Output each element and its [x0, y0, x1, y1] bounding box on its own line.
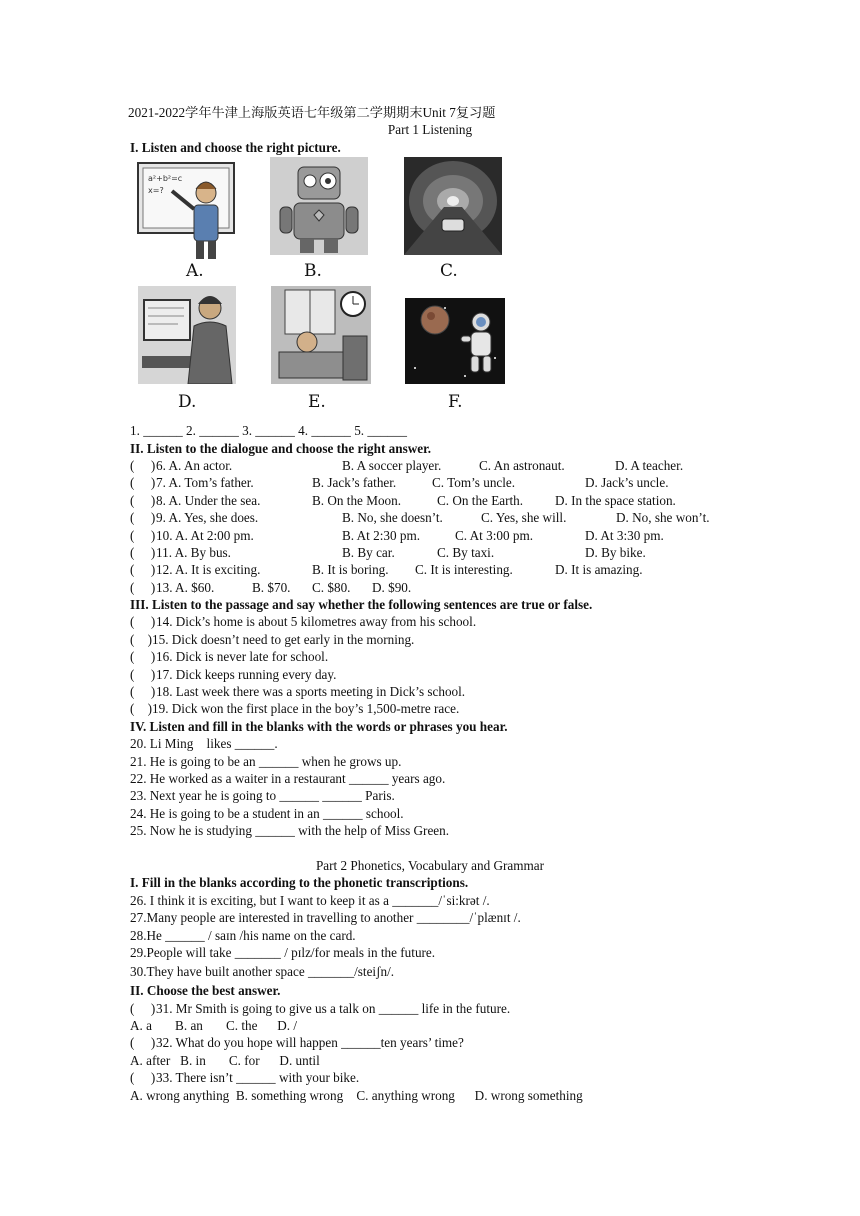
picture-label-e: E.	[308, 392, 326, 413]
picture-label-c: C.	[440, 261, 458, 282]
picture-label-f: F.	[448, 392, 463, 413]
fill-row: 20. Li Ming likes ______.	[130, 736, 278, 752]
mc-options-row: A. wrong anything B. something wrong C. anything wrong D. wrong something	[130, 1087, 583, 1103]
part2-sec2-heading: II. Choose the best answer.	[130, 983, 281, 999]
mc-question-row: ( )31. Mr Smith is going to give us a talk on ______ life in the future.	[130, 1000, 511, 1016]
robot-picture	[270, 157, 368, 255]
part2-sec1-heading: I. Fill in the blanks according to the phonetic transcriptions.	[130, 875, 469, 891]
picture-grid	[130, 157, 730, 422]
part1-title: Part 1 Listening	[387, 122, 473, 138]
tf-row: ( )16. Dick is never late for school.	[130, 649, 329, 665]
question-row: ( )6. A. An actor. B. A soccer player. C. An astronaut. D. A teacher.	[130, 457, 684, 473]
question-row: ( )7. A. Tom’s father. B. Jack’s father. C. Tom’s uncle. D. Jack’s uncle.	[130, 475, 669, 491]
phonetic-row: 27.Many people are interested in travelling to another ________/ˈplænɪt /.	[130, 910, 521, 926]
mc-options-row: A. a B. an C. the D. /	[130, 1018, 298, 1034]
tf-row: ( )14. Dick’s home is about 5 kilometres away from his school.	[130, 614, 477, 630]
question-row: ( )11. A. By bus. B. By car. C. By taxi. D. By bike.	[130, 544, 646, 560]
question-row: ( )8. A. Under the sea. B. On the Moon. C. On the Earth. D. In the space station.	[130, 492, 676, 508]
part1-sec1-heading: I. Listen and choose the right picture.	[130, 139, 341, 155]
astronaut-picture	[405, 298, 505, 384]
question-row: ( )13. A. $60. B. $70. C. $80. D. $90.	[130, 579, 412, 595]
dialogue-questions	[130, 457, 730, 596]
document-page	[130, 104, 730, 1104]
part1-sec4-heading: IV. Listen and fill in the blanks with the words or phrases you hear.	[130, 718, 508, 734]
fill-row: 21. He is going to be an ______ when he grows up.	[130, 753, 402, 769]
picture-label-b: B.	[304, 261, 322, 282]
tf-row: ( )19. Dick won the first place in the boy’s 1,500-metre race.	[130, 701, 460, 717]
teacher-picture	[136, 161, 236, 261]
phonetic-row: 29.People will take _______ / pɪlz/for meals in the future.	[130, 944, 436, 960]
question-row: ( )10. A. At 2:00 pm. B. At 2:30 pm. C. At 3:00 pm. D. At 3:30 pm.	[130, 527, 664, 543]
document-title: 2021-2022学年牛津上海版英语七年级第二学期期末Unit 7复习题	[128, 105, 496, 120]
tunnel-picture	[404, 157, 502, 255]
question-row: ( )9. A. Yes, she does. B. No, she doesn’t. C. Yes, she will. D. No, she won’t.	[130, 510, 710, 526]
phonetic-row: 26. I think it is exciting, but I want to keep it as a _______/ˈsi:krət /.	[130, 892, 490, 908]
mc-options-row: A. after B. in C. for D. until	[130, 1052, 320, 1068]
tf-row: ( )15. Dick doesn’t need to get early in the morning.	[130, 631, 415, 647]
mc-question-row: ( )33. There isn’t ______ with your bike.	[130, 1070, 360, 1086]
tf-row: ( )17. Dick keeps running every day.	[130, 666, 337, 682]
tf-row: ( )18. Last week there was a sports meeting in Dick’s school.	[130, 684, 466, 700]
computer-picture	[138, 286, 236, 384]
picture-answer-line: 1. ______ 2. ______ 3. ______ 4. ______ 5. ______	[130, 423, 407, 439]
fill-row: 25. Now he is studying ______ with the help of Miss Green.	[130, 823, 450, 839]
phonetic-row: 30.They have built another space _______/steiʃn/.	[130, 964, 395, 980]
fill-row: 23. Next year he is going to ______ ______ Paris.	[130, 788, 395, 804]
svg-text:a²+b²=c: a²+b²=c	[148, 174, 183, 184]
sleeping-boy-picture	[271, 286, 371, 384]
svg-text:x=?: x=?	[148, 186, 164, 196]
part2-title: Part 2 Phonetics, Vocabulary and Grammar	[315, 857, 545, 873]
phonetic-row: 28.He ______ / saɪn /his name on the card.	[130, 927, 356, 943]
fill-row: 22. He worked as a waiter in a restaurant ______ years ago.	[130, 770, 446, 786]
picture-label-d: D.	[178, 392, 197, 413]
part1-sec2-heading: II. Listen to the dialogue and choose the right answer.	[130, 440, 432, 456]
question-row: ( )12. A. It is exciting. B. It is boring. C. It is interesting. D. It is amazing.	[130, 562, 643, 578]
picture-label-a: A.	[186, 261, 204, 282]
part1-sec3-heading: III. Listen to the passage and say whether the following sentences are true or false.	[130, 597, 593, 613]
fill-row: 24. He is going to be a student in an ______ school.	[130, 805, 404, 821]
mc-question-row: ( )32. What do you hope will happen ______ten years’ time?	[130, 1035, 464, 1051]
